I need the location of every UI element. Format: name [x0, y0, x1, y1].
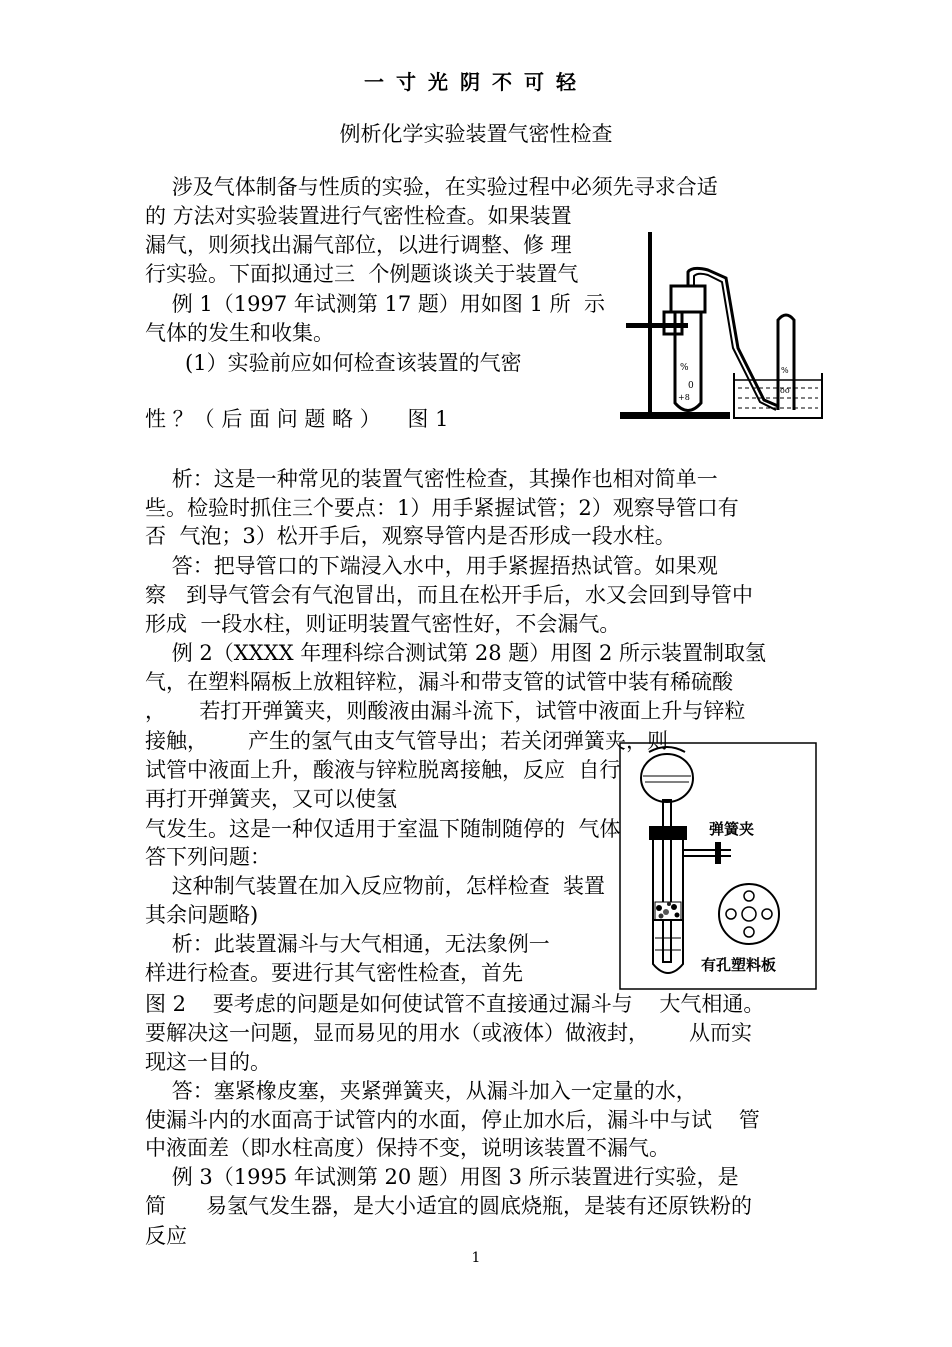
svg-text:%: %	[781, 366, 789, 375]
page-number: 1	[471, 1250, 481, 1266]
text-line: 反应	[145, 1224, 187, 1248]
svg-text:%: %	[680, 363, 689, 373]
text-line: 使漏斗内的水面高于试管内的水面，停止加水后，漏斗中与试 管	[145, 1108, 760, 1132]
text-line: 析：这是一种常见的装置气密性检查，其操作也相对简单一	[145, 467, 718, 491]
text-line: (1）实验前应如何检查该装置的气密	[145, 351, 522, 375]
text-line: 中液面差（即水柱高度）保持不变，说明该装置不漏气。	[145, 1136, 670, 1160]
svg-text:oo: oo	[780, 386, 790, 395]
figure-1-apparatus-diagram	[608, 228, 838, 428]
text-line: ， 若打开弹簧夹，则酸液由漏斗流下，试管中液面上升与锌粒	[145, 699, 746, 723]
label-perforated-plate: 有孔塑料板	[701, 956, 777, 974]
figure-2-apparatus-diagram	[619, 742, 817, 990]
text-line: 要解决这一问题，显而易见的用水（或液体）做液封， 从而实	[145, 1021, 753, 1045]
text-line: 例 3（1995 年试测第 20 题）用图 3 所示装置进行实验，是	[145, 1165, 739, 1189]
text-line: 涉及气体制备与性质的实验，在实验过程中必须先寻求合适	[145, 175, 718, 199]
text-line: 些。检验时抓住三个要点：1）用手紧握试管；2）观察导管口有	[145, 496, 739, 520]
text-line: 气发生。这是一种仅适用于室温下随制随停的 气体	[145, 817, 621, 841]
text-line: 答下列问题：	[145, 845, 271, 869]
text-line: 行实验。下面拟通过三 个例题谈谈关于装置气	[145, 262, 579, 286]
text-line: 形成 一段水柱，则证明装置气密性好，不会漏气。	[145, 612, 621, 636]
text-line: 答：把导管口的下端浸入水中，用手紧握捂热试管。如果观	[145, 554, 718, 578]
text-line: 察 到导气管会有气泡冒出，而且在松开手后，水又会回到导管中	[145, 583, 754, 607]
text-line: 其余问题略)	[145, 903, 259, 927]
text-line: 气体的发生和收集。	[145, 321, 334, 345]
text-line: 现这一目的。	[145, 1050, 271, 1074]
text-line: 这种制气装置在加入反应物前，怎样检查 装置	[145, 874, 606, 898]
page-header: 一寸光阴不可轻	[364, 70, 588, 94]
text-line: 简 易氢气发生器，是大小适宜的圆底烧瓶，是装有还原铁粉的	[145, 1194, 753, 1218]
text-line: 性 ？（ 后 面 问 题 略 ） 图 1	[145, 407, 449, 431]
text-line: 样进行检查。要进行其气密性检查，首先	[145, 961, 523, 985]
svg-text:+8: +8	[678, 393, 690, 402]
text-line: 试管中液面上升，酸液与锌粒脱离接触，反应 自行	[145, 758, 621, 782]
text-line: 答：塞紧橡皮塞，夹紧弹簧夹，从漏斗加入一定量的水，	[145, 1079, 697, 1103]
text-line: 否 气泡；3）松开手后，观察导管内是否形成一段水柱。	[145, 524, 676, 548]
text-line: 图 2 要考虑的问题是如何使试管不直接通过漏斗与 大气相通。	[145, 992, 765, 1016]
text-line: 气，在塑料隔板上放粗锌粒，漏斗和带支管的试管中装有稀硫酸	[145, 670, 733, 694]
article-title: 例析化学实验装置气密性检查	[339, 122, 613, 146]
text-line: 再打开弹簧夹，又可以使氢	[145, 787, 397, 811]
text-line: 例 2（XXXX 年理科综合测试第 28 题）用图 2 所示装置制取氢	[145, 641, 766, 665]
text-line: 的 方法对实验装置进行气密性检查。如果装置	[145, 204, 572, 228]
text-line: 析：此装置漏斗与大气相通，无法象例一	[145, 932, 550, 956]
text-line: 漏气，则须找出漏气部位，以进行调整、修 理	[145, 233, 572, 257]
svg-text:0: 0	[688, 381, 694, 391]
text-line: 例 1（1997 年试测第 17 题）用如图 1 所 示	[145, 292, 605, 316]
label-spring-clamp: 弹簧夹	[709, 820, 755, 838]
text-line: 接触， 产生的氢气由支气管导出；若关闭弹簧夹，则	[145, 729, 669, 753]
